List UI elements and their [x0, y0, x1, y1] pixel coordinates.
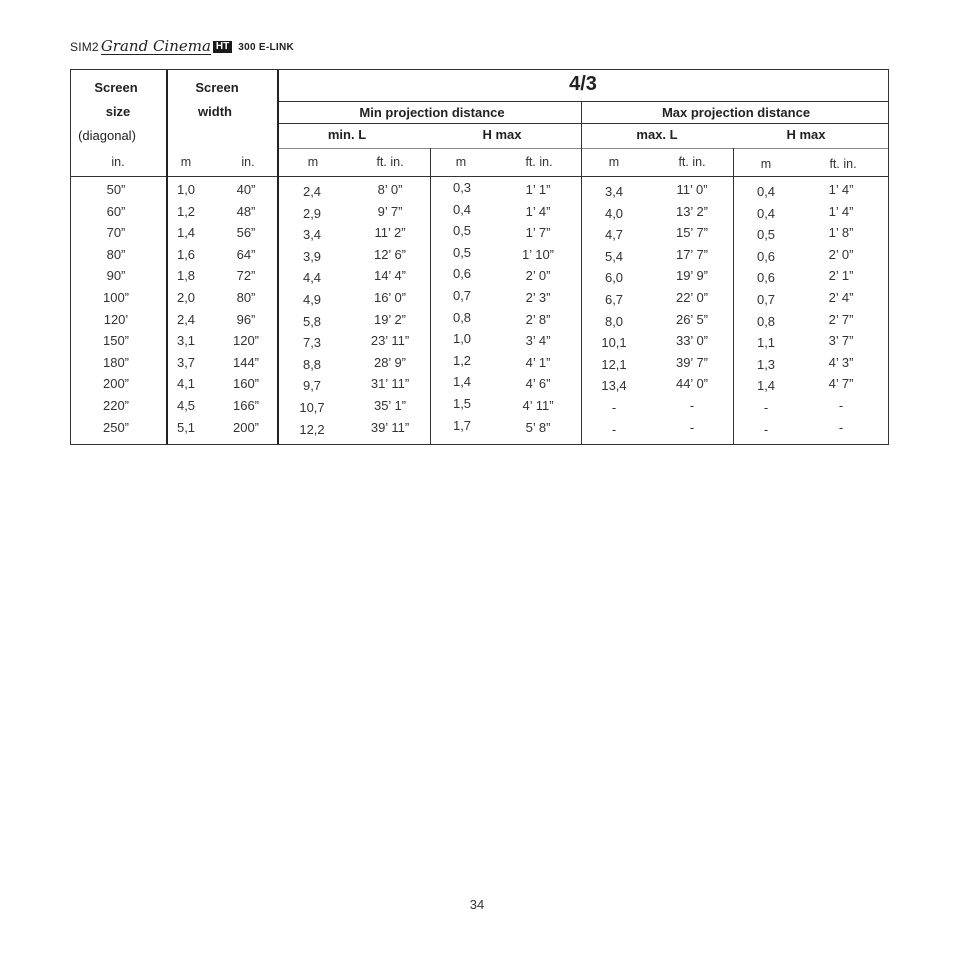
cell-maxh-ftin: 2’ 7” [828, 311, 854, 327]
cell-minh-ftin: 4’ 11” [522, 398, 554, 413]
cell-maxl-ftin: 19’ 9” [675, 268, 709, 284]
cell-minl-ftin: 12’ 6” [373, 246, 407, 262]
group-min-distance: Min projection distance [359, 105, 505, 120]
unit-minl-ftin: ft. in. [376, 155, 404, 169]
brand-name: Grand Cinema [100, 37, 211, 55]
cell-minh-ftin: 2’ 3” [525, 290, 551, 305]
cell-maxl-m: 12,1 [601, 356, 627, 372]
rule-below-aspect [279, 101, 888, 102]
cell-minh-m: 0,6 [452, 266, 472, 282]
cell-minh-ftin: 1’ 4” [525, 203, 551, 219]
cell-width-m: 1,0 [176, 182, 196, 197]
cell-maxl-m: 10,1 [601, 335, 627, 351]
cell-width-in: 40” [236, 182, 256, 197]
brand-prefix: SIM2 [70, 40, 99, 54]
cell-minh-ftin: 1’ 7” [525, 225, 551, 241]
cell-minl-ftin: 23’ 11” [370, 333, 410, 349]
rule-below-groups [279, 123, 888, 124]
cell-minl-m: 5,8 [302, 313, 322, 329]
cell-minh-m: 0,4 [452, 201, 472, 217]
cell-width-m: 3,1 [176, 333, 196, 349]
cell-maxl-m: - [611, 421, 617, 437]
cell-size-in: 50” [106, 182, 126, 197]
cell-maxh-ftin: 2’ 0” [828, 246, 854, 262]
sub-min-hmax: H max [482, 127, 522, 142]
cell-minl-ftin: 31’ 11” [370, 376, 410, 392]
unit-maxl-ftin: ft. in. [678, 155, 706, 169]
cell-maxl-ftin: 39’ 7” [675, 354, 709, 370]
cell-minl-ftin: 16’ 0” [373, 290, 407, 305]
aspect-ratio-title: 4/3 [569, 73, 597, 95]
cell-minl-m: 4,4 [302, 270, 322, 286]
cell-minh-ftin: 5’ 8” [525, 419, 551, 435]
cell-maxh-m: 0,4 [756, 205, 776, 221]
cell-width-m: 1,4 [176, 225, 196, 241]
divider-maxl-hmax [733, 148, 734, 444]
cell-maxl-m: - [611, 400, 617, 415]
cell-width-m: 1,2 [176, 203, 196, 219]
cell-size-in: 80” [106, 246, 126, 262]
cell-size-in: 120’ [103, 311, 129, 327]
divider-size-width [166, 70, 168, 444]
cell-width-m: 5,1 [176, 419, 196, 435]
cell-width-in: 120” [232, 333, 260, 349]
sub-min-l: min. L [327, 127, 367, 142]
cell-minh-m: 1,7 [452, 417, 472, 433]
cell-minl-m: 3,9 [302, 248, 322, 264]
cell-maxh-m: 1,3 [756, 356, 776, 372]
cell-maxh-ftin: 1’ 4” [828, 182, 854, 197]
cell-size-in: 90” [106, 268, 126, 284]
cell-minh-ftin: 3’ 4” [525, 333, 551, 349]
cell-size-in: 60” [106, 203, 126, 219]
cell-maxl-m: 8,0 [604, 313, 624, 329]
col-screen-size-line3: (diagonal) [78, 128, 136, 143]
sub-max-hmax: H max [786, 127, 826, 142]
cell-minl-ftin: 19’ 2” [373, 311, 407, 327]
cell-maxl-m: 13,4 [601, 378, 627, 394]
cell-width-m: 4,1 [176, 376, 196, 392]
cell-minh-ftin: 1’ 1” [525, 182, 551, 197]
unit-width-m: m [180, 155, 192, 169]
cell-maxh-ftin: 4’ 3” [828, 354, 854, 370]
cell-maxl-ftin: 33’ 0” [675, 333, 709, 349]
cell-size-in: 220” [102, 398, 130, 413]
cell-minl-ftin: 8’ 0” [377, 182, 403, 197]
cell-minh-m: 1,2 [452, 352, 472, 368]
cell-size-in: 180” [102, 354, 130, 370]
cell-width-m: 2,0 [176, 290, 196, 305]
document-header [70, 37, 294, 57]
cell-minl-ftin: 35’ 1” [373, 398, 407, 413]
cell-minh-ftin: 2’ 0” [525, 268, 551, 284]
cell-minl-ftin: 39’ 11” [370, 419, 410, 435]
cell-minh-m: 1,5 [452, 396, 472, 411]
cell-maxl-ftin: 13’ 2” [675, 203, 709, 219]
cell-minl-ftin: 9’ 7” [377, 203, 403, 219]
divider-min-max [581, 101, 582, 444]
divider-width-distances [277, 70, 279, 444]
cell-maxh-m: 0,4 [756, 184, 776, 199]
cell-width-in: 72” [236, 268, 256, 284]
cell-maxl-m: 3,4 [604, 184, 624, 199]
cell-width-in: 200” [232, 419, 260, 435]
rule-below-subgroups [279, 148, 888, 149]
cell-minh-m: 0,3 [452, 180, 472, 195]
cell-maxh-m: 0,7 [756, 292, 776, 307]
cell-maxh-ftin: 4’ 7” [828, 376, 854, 392]
cell-maxh-ftin: 3’ 7” [828, 333, 854, 349]
unit-width-in: in. [241, 155, 255, 169]
cell-minl-m: 8,8 [302, 356, 322, 372]
page-number: 34 [469, 897, 485, 912]
cell-maxl-ftin: 17’ 7” [675, 246, 709, 262]
col-screen-width-line2: width [198, 104, 232, 119]
col-screen-width-line1: Screen [195, 80, 239, 95]
cell-minh-m: 0,5 [452, 244, 472, 260]
cell-minh-m: 1,0 [452, 331, 472, 347]
cell-maxh-ftin: 1’ 4” [828, 203, 854, 219]
cell-size-in: 150” [102, 333, 130, 349]
cell-maxl-ftin: 15’ 7” [675, 225, 709, 241]
cell-minl-ftin: 11’ 2” [374, 225, 406, 241]
cell-maxh-ftin: - [838, 419, 844, 435]
cell-minh-ftin: 2’ 8” [525, 311, 551, 327]
cell-minh-m: 0,7 [452, 288, 472, 303]
cell-maxh-m: 0,5 [756, 227, 776, 243]
unit-maxl-m: m [608, 155, 620, 169]
cell-minl-m: 2,9 [302, 205, 322, 221]
cell-width-m: 1,6 [176, 246, 196, 262]
cell-minh-ftin: 1’ 10” [521, 246, 555, 262]
cell-width-m: 2,4 [176, 311, 196, 327]
cell-size-in: 200” [102, 376, 130, 392]
unit-size-in: in. [111, 155, 125, 169]
cell-maxh-ftin: 2’ 4” [828, 290, 854, 305]
cell-maxl-m: 6,7 [604, 292, 624, 307]
cell-minh-m: 0,5 [452, 223, 472, 239]
cell-width-in: 56” [236, 225, 256, 241]
rule-below-units [71, 176, 888, 177]
cell-maxh-m: 1,1 [756, 335, 776, 351]
cell-minh-m: 1,4 [452, 374, 472, 390]
cell-width-in: 166” [232, 398, 260, 413]
unit-minh-ftin: ft. in. [525, 155, 553, 169]
cell-maxl-ftin: 26’ 5” [675, 311, 709, 327]
cell-maxl-m: 5,4 [604, 248, 624, 264]
divider-minl-hmax [430, 148, 431, 444]
cell-maxl-m: 4,0 [604, 205, 624, 221]
cell-maxh-m: - [763, 421, 769, 437]
cell-maxh-m: 1,4 [756, 378, 776, 394]
cell-minl-m: 4,9 [302, 292, 322, 307]
unit-minl-m: m [307, 155, 319, 169]
cell-maxh-ftin: 2’ 1” [828, 268, 854, 284]
cell-minl-m: 3,4 [302, 227, 322, 243]
sub-max-l: max. L [636, 127, 678, 142]
cell-minh-ftin: 4’ 6” [525, 376, 551, 392]
col-screen-size-line1: Screen [94, 80, 138, 95]
cell-maxl-ftin: 22’ 0” [675, 290, 709, 305]
unit-maxh-ftin: ft. in. [829, 157, 857, 171]
cell-minl-m: 7,3 [302, 335, 322, 351]
group-max-distance: Max projection distance [661, 105, 811, 120]
cell-minl-ftin: 14’ 4” [373, 268, 407, 284]
cell-minl-m: 2,4 [302, 184, 322, 199]
unit-minh-m: m [455, 155, 467, 169]
cell-minl-m: 10,7 [299, 400, 325, 415]
cell-maxl-ftin: - [689, 398, 695, 413]
cell-maxl-m: 4,7 [604, 227, 624, 243]
cell-size-in: 100” [102, 290, 130, 305]
cell-maxh-ftin: - [838, 398, 844, 413]
cell-maxh-m: - [763, 400, 769, 415]
cell-maxl-ftin: 44’ 0” [675, 376, 709, 392]
cell-maxl-ftin: 11’ 0” [676, 182, 708, 197]
cell-minl-ftin: 28’ 9” [373, 354, 407, 370]
cell-minh-ftin: 4’ 1” [525, 354, 551, 370]
cell-width-in: 64” [236, 246, 256, 262]
cell-width-in: 80” [236, 290, 256, 305]
cell-width-in: 144” [232, 354, 260, 370]
cell-width-m: 1,8 [176, 268, 196, 284]
cell-minh-m: 0,8 [452, 309, 472, 325]
model-name: 300 E-LINK [238, 41, 295, 53]
cell-width-in: 48” [236, 203, 256, 219]
cell-maxh-m: 0,8 [756, 313, 776, 329]
cell-size-in: 70” [106, 225, 126, 241]
cell-width-in: 160” [232, 376, 260, 392]
cell-maxl-ftin: - [689, 419, 695, 435]
cell-minl-m: 9,7 [302, 378, 322, 394]
cell-maxh-m: 0,6 [756, 248, 776, 264]
cell-maxh-m: 0,6 [756, 270, 776, 286]
cell-maxl-m: 6,0 [604, 270, 624, 286]
col-screen-size-line2: size [105, 104, 131, 119]
cell-minl-m: 12,2 [299, 421, 325, 437]
cell-width-m: 4,5 [176, 398, 196, 413]
cell-width-m: 3,7 [176, 354, 196, 370]
brand-badge: HT [213, 41, 232, 53]
unit-maxh-m: m [760, 157, 772, 171]
cell-width-in: 96” [236, 311, 256, 327]
cell-size-in: 250” [102, 419, 130, 435]
cell-maxh-ftin: 1’ 8” [828, 225, 854, 241]
